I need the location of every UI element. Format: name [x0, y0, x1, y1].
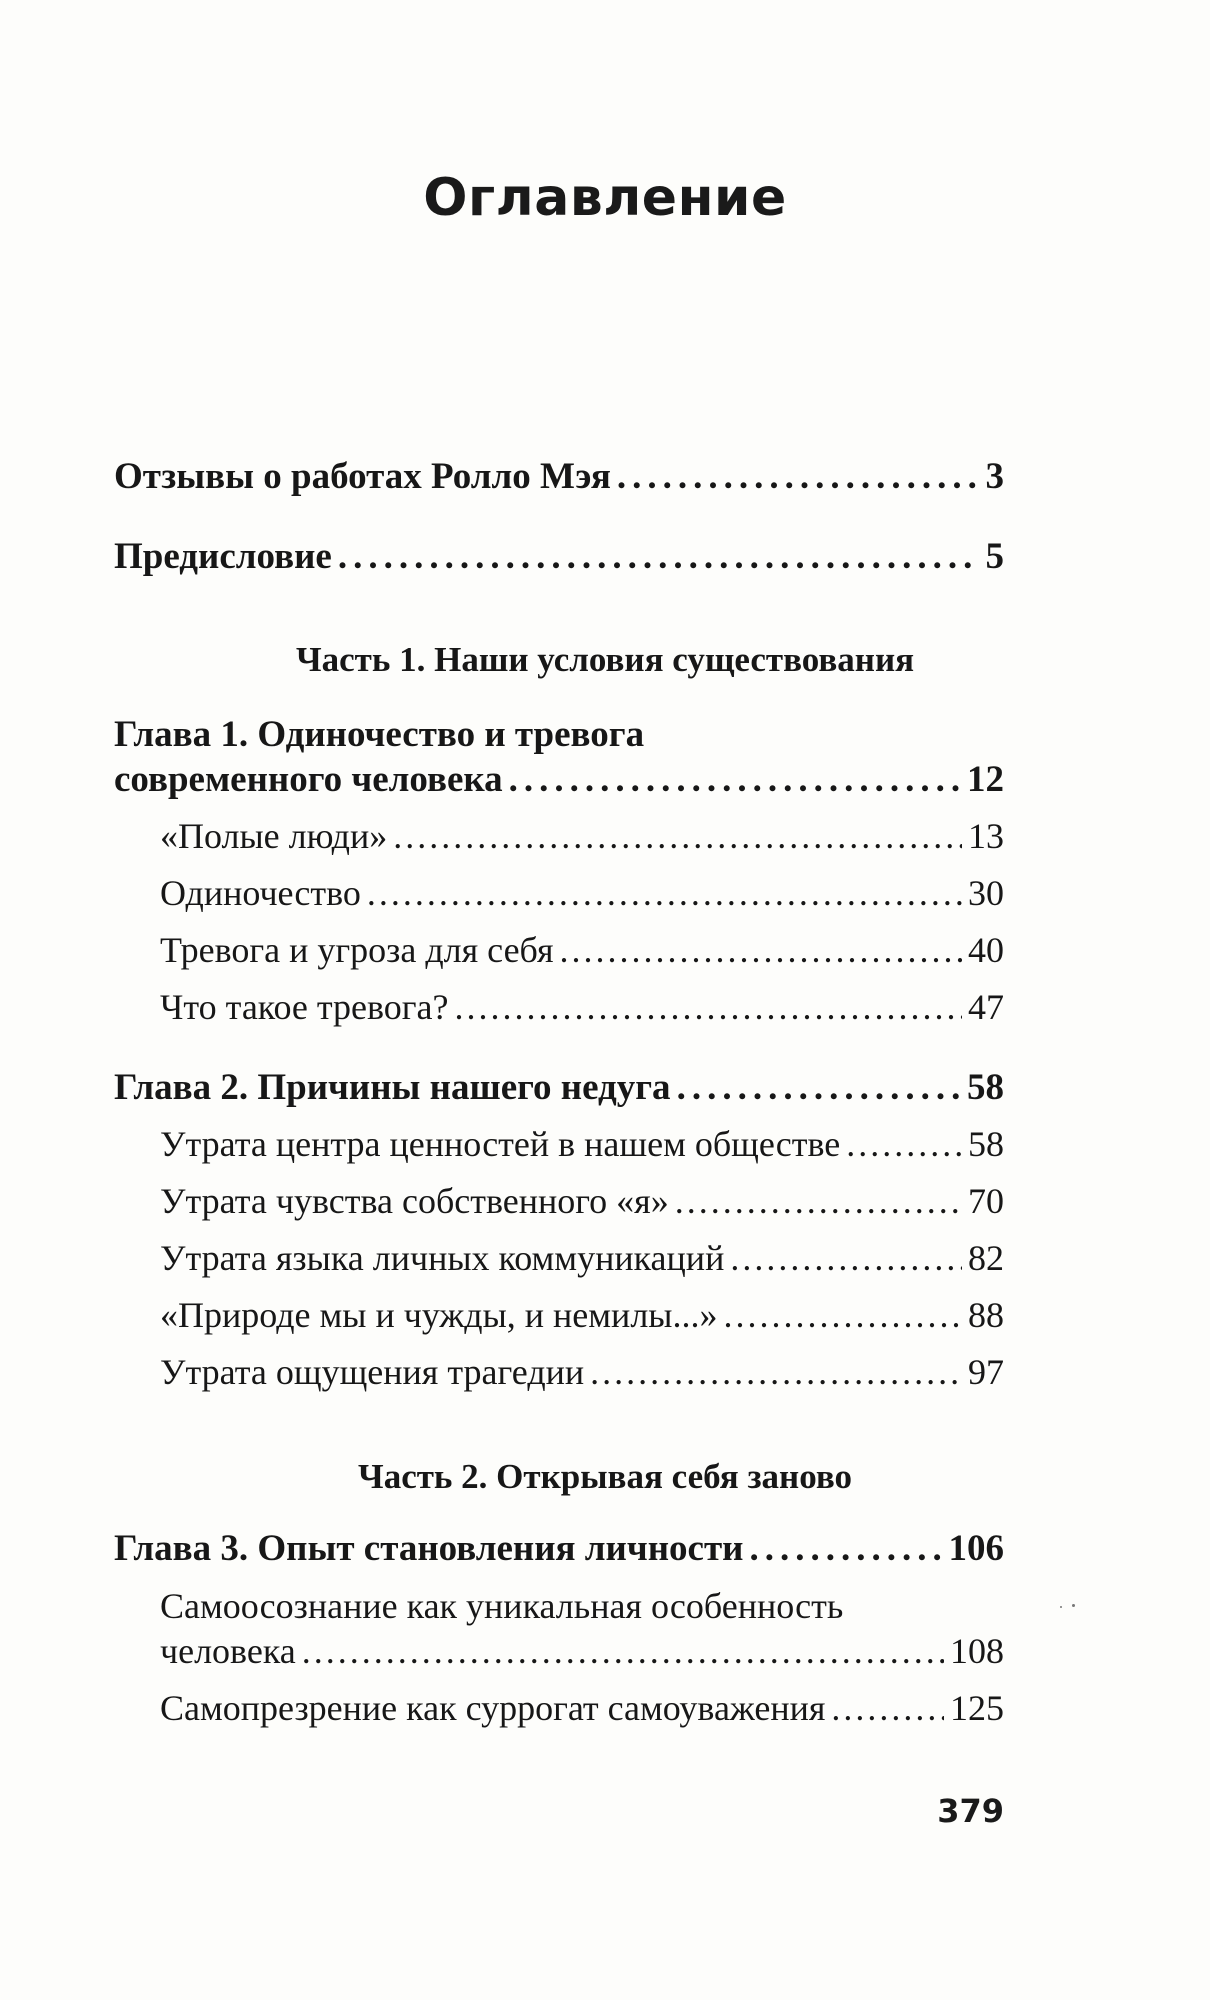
part-heading: Часть 2. Открывая себя заново — [358, 1457, 852, 1496]
toc-page-number: 47 — [968, 987, 1004, 1027]
toc-entry-label: Утрата языка личных коммуникаций — [160, 1238, 725, 1278]
toc-entry-label: Самопрезрение как суррогат самоуважения — [160, 1688, 826, 1728]
toc-entry-section[interactable] — [160, 1630, 1004, 1672]
dot-leader — [560, 929, 962, 971]
toc-entry-section[interactable] — [160, 815, 1004, 857]
dot-leader — [846, 1123, 962, 1165]
toc-page-number: 125 — [950, 1688, 1004, 1728]
dot-leader — [723, 1294, 962, 1336]
toc-page-number: 106 — [948, 1528, 1004, 1569]
toc-entry-section[interactable] — [160, 1351, 1004, 1393]
toc-page-number: 40 — [968, 930, 1004, 970]
dot-leader — [590, 1351, 962, 1393]
toc-entry-label: Глава 3. Опыт становления личности — [114, 1528, 744, 1569]
toc-page-number: 58 — [968, 1124, 1004, 1164]
dot-leader — [749, 1527, 942, 1570]
dot-leader — [509, 758, 961, 801]
toc-page-number: 13 — [968, 816, 1004, 856]
toc-entry-label: «Природе мы и чужды, и немилы...» — [160, 1295, 718, 1335]
toc-entry-section[interactable] — [160, 872, 1004, 914]
toc-entry-label: Глава 2. Причины нашего недуга — [114, 1067, 671, 1108]
toc-entry-label: человека — [160, 1631, 296, 1671]
dot-leader — [367, 872, 962, 914]
page-number: 379 — [937, 1792, 1004, 1830]
toc-page-number: 12 — [967, 759, 1004, 800]
toc-entry-section[interactable] — [160, 929, 1004, 971]
dot-leader — [455, 986, 962, 1028]
toc-entry-preface[interactable] — [114, 535, 1004, 578]
section-title-line[interactable]: Самоосознание как уникальная особенность — [160, 1586, 844, 1626]
dot-leader — [617, 455, 980, 498]
toc-entry-label: Утрата чувства собственного «я» — [160, 1181, 669, 1221]
toc-entry-section[interactable] — [160, 1180, 1004, 1222]
toc-entry-section[interactable] — [160, 1294, 1004, 1336]
dot-leader — [338, 535, 980, 578]
page-title: Оглавление — [423, 168, 787, 228]
chapter-title-line[interactable]: Глава 1. Одиночество и тревога — [114, 714, 645, 755]
dot-leader — [302, 1630, 944, 1672]
toc-page-number: 108 — [950, 1631, 1004, 1671]
toc-page-number: 30 — [968, 873, 1004, 913]
toc-entry-chapter-3[interactable] — [114, 1527, 1004, 1570]
part-heading: Часть 1. Наши условия существования — [295, 640, 915, 679]
toc-entry-chapter-1[interactable] — [114, 758, 1004, 801]
dot-leader — [677, 1066, 961, 1109]
toc-entry-section[interactable] — [160, 1237, 1004, 1279]
toc-entry-label: современного человека — [114, 759, 503, 800]
toc-entry-label: «Полые люди» — [160, 816, 388, 856]
toc-entry-chapter-2[interactable] — [114, 1066, 1004, 1109]
scan-speck — [1060, 1606, 1062, 1608]
dot-leader — [675, 1180, 962, 1222]
dot-leader — [730, 1237, 962, 1279]
toc-page-number: 70 — [968, 1181, 1004, 1221]
toc-entry-label: Утрата ощущения трагедии — [160, 1352, 585, 1392]
toc-entry-label: Одиночество — [160, 873, 361, 913]
toc-entry-section[interactable] — [160, 986, 1004, 1028]
toc-entry-label: Отзывы о работах Ролло Мэя — [114, 456, 611, 497]
toc-page-number: 58 — [967, 1067, 1004, 1108]
toc-page-number: 97 — [968, 1352, 1004, 1392]
toc-entry-label: Что такое тревога? — [160, 987, 449, 1027]
dot-leader — [831, 1687, 944, 1729]
toc-entry-reviews[interactable] — [114, 455, 1004, 498]
toc-page-number: 3 — [985, 456, 1004, 497]
toc-page-number: 88 — [968, 1295, 1004, 1335]
toc-page-number: 82 — [968, 1238, 1004, 1278]
dot-leader — [393, 815, 962, 857]
toc-entry-label: Тревога и угроза для себя — [160, 930, 554, 970]
toc-entry-label: Утрата центра ценностей в нашем обществе — [160, 1124, 841, 1164]
toc-page-number: 5 — [985, 536, 1004, 577]
toc-entry-section[interactable] — [160, 1687, 1004, 1729]
toc-entry-label: Предисловие — [114, 536, 332, 577]
toc-entry-section[interactable] — [160, 1123, 1004, 1165]
scan-speck — [1072, 1604, 1075, 1607]
